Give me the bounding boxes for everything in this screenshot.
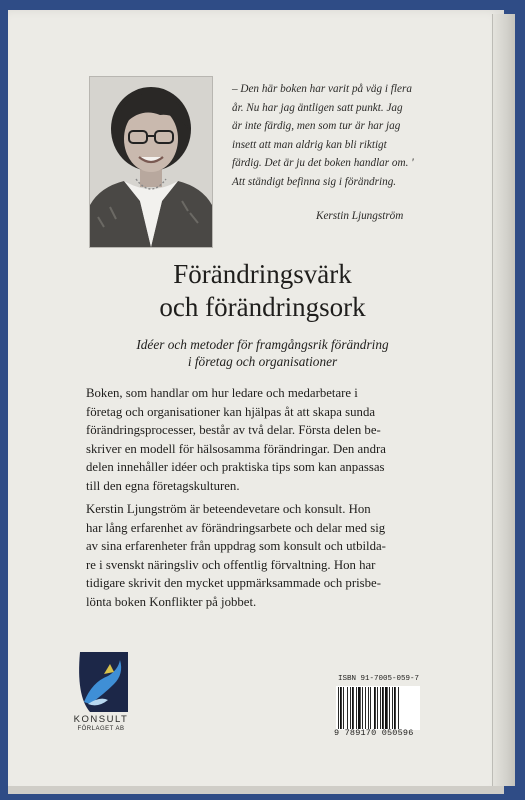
quote-line: – Den här boken har varit på väg i flera [232, 83, 412, 95]
barcode-bar [385, 687, 388, 729]
barcode-bar [370, 687, 371, 729]
barcode-bar [350, 687, 351, 729]
book-title [0, 258, 525, 324]
barcode-bar [392, 687, 393, 729]
author-portrait-image [90, 77, 212, 247]
quote-line: är inte färdig, men som tur är har jag [232, 120, 401, 133]
barcode-bar [368, 687, 369, 729]
author-quote [232, 80, 432, 192]
body-line: Boken, som handlar om hur ledare och medarbetare i [86, 386, 358, 400]
barcode-bars [336, 686, 420, 730]
publisher-name [60, 714, 142, 733]
barcode-bar [338, 687, 339, 729]
quote-author: Kerstin Ljungström [316, 210, 404, 222]
quote-line: insett att man aldrig kan bli riktigt [232, 138, 387, 151]
publisher-name-sub: FÖRLAGET AB [77, 726, 125, 732]
barcode-bar [358, 687, 361, 729]
title-line-2: och förändringsork [159, 292, 366, 322]
isbn-label: ISBN 91-7005-059-7 [338, 675, 420, 683]
barcode-bar [356, 687, 357, 729]
barcode-bar [365, 687, 366, 729]
bird-logo-icon [74, 652, 128, 712]
barcode-bar [347, 687, 348, 729]
barcode-bar [343, 687, 344, 729]
subtitle-line-1: Idéer och metoder för framgångsrik förändring [136, 337, 389, 352]
body-line: företag och organisationer kan hjälpas åt att skapa sunda [86, 404, 376, 419]
subtitle-line-2: i företag och organisationer [187, 354, 338, 369]
body-line: av sina erfarenheter från uppdrag som konsult och utbilda- [86, 539, 386, 554]
body-line: delen innehåller idéer och praktiska tips som kan anpassas [86, 460, 385, 475]
barcode-bar [340, 687, 342, 729]
body-line: re i svenskt näringsliv och offentlig förvaltning. Hon har [86, 557, 376, 572]
quote-line: färdig. Det är ju det boken handlar om. ' [232, 157, 414, 170]
body-line: Kerstin Ljungström är beteendevetare och konsult. Hon [86, 502, 371, 516]
barcode-bar [382, 687, 384, 729]
barcode [336, 686, 420, 730]
body-line: har lång erfarenhet av förändringsarbete och delar med sig [86, 520, 386, 535]
body-line: skriver en modell för hälsosamma förändringar. Den andra [86, 441, 386, 456]
quote-line: år. Nu har jag äntligen satt punkt. Jag [232, 101, 403, 114]
author-photo [89, 76, 213, 248]
title-line-1: Förändringsvärk [173, 259, 352, 289]
barcode-bar [352, 687, 354, 729]
barcode-bar [377, 687, 378, 729]
body-line: förändringsprocesser, består av två delar. Första delen be- [86, 423, 381, 438]
body-line: till den egna företagskulturen. [86, 478, 240, 493]
publisher-logo-graphic [74, 652, 128, 712]
author-bio-paragraph [86, 500, 446, 612]
barcode-digits: 9 789170 050596 [334, 728, 414, 738]
barcode-bar [374, 687, 376, 729]
barcode-bar [389, 687, 390, 729]
quote-line: Att ständigt befinna sig i förändring. [232, 175, 397, 188]
barcode-bar [394, 687, 396, 729]
book-spine [492, 14, 515, 786]
barcode-bar [362, 687, 363, 729]
publisher-name-main: KONSULT [73, 714, 129, 725]
barcode-bar [398, 687, 399, 729]
book-subtitle [0, 336, 525, 370]
description-paragraph [86, 384, 446, 496]
barcode-bar [380, 687, 381, 729]
body-line: tidigare skrivit den mycket uppmärksammade och prisbe- [86, 576, 381, 591]
book-edge [8, 786, 504, 794]
body-line: lönta boken Konflikter på jobbet. [86, 594, 257, 609]
